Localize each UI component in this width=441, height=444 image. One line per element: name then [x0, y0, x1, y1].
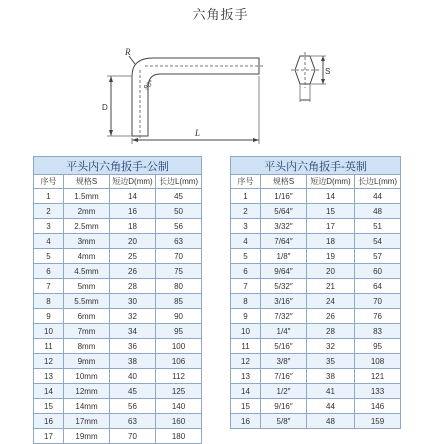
cell-size: 3/16″	[261, 294, 307, 309]
table-row	[34, 309, 202, 324]
cell-size: 1/8″	[261, 249, 307, 264]
cell-long-side: 140	[156, 399, 202, 414]
table-row	[231, 369, 401, 384]
cell-size: 7/32″	[261, 309, 307, 324]
table-row	[231, 354, 401, 369]
cell-index: 12	[231, 354, 261, 369]
page-title: 六角扳手	[192, 8, 249, 23]
cell-long-side: 83	[355, 324, 401, 339]
cell-size: 19mm	[64, 429, 110, 444]
cell-long-side: 80	[156, 279, 202, 294]
cell-short-side: 20	[307, 264, 355, 279]
cell-short-side: 28	[307, 324, 355, 339]
table-row	[34, 369, 202, 384]
cell-index: 1	[34, 189, 64, 204]
cell-index: 14	[231, 384, 261, 399]
table-caption: 平头内六角扳手-公制	[34, 157, 202, 175]
cell-long-side: 85	[156, 294, 202, 309]
radius-label: R	[125, 47, 131, 57]
cell-size: 1/2″	[261, 384, 307, 399]
cell-long-side: 76	[355, 309, 401, 324]
cell-index: 12	[34, 354, 64, 369]
cell-short-side: 38	[307, 369, 355, 384]
cell-index: 3	[34, 219, 64, 234]
cell-long-side: 95	[355, 339, 401, 354]
cell-short-side: 17	[307, 219, 355, 234]
header-index: 序号	[34, 175, 64, 189]
cell-size: 7/16″	[261, 369, 307, 384]
size-label: S	[325, 67, 331, 76]
cell-size: 12mm	[64, 384, 110, 399]
cell-long-side: 45	[156, 189, 202, 204]
cell-size: 2mm	[64, 204, 110, 219]
cell-size: 10mm	[64, 369, 110, 384]
cell-short-side: 56	[110, 399, 156, 414]
cell-long-side: 60	[355, 264, 401, 279]
cell-size: 1/4″	[261, 324, 307, 339]
cell-short-side: 14	[110, 189, 156, 204]
header-short-side: 短边D(mm)	[110, 175, 156, 189]
table-row	[34, 414, 202, 429]
cell-long-side: 70	[156, 249, 202, 264]
cell-short-side: 32	[307, 339, 355, 354]
cell-size: 17mm	[64, 414, 110, 429]
table-row	[231, 399, 401, 414]
cell-index: 9	[231, 309, 261, 324]
cell-index: 14	[34, 384, 64, 399]
cell-long-side: 63	[156, 234, 202, 249]
cell-short-side: 35	[307, 354, 355, 369]
header-size: 规格S	[261, 175, 307, 189]
table-row	[34, 219, 202, 234]
cell-short-side: 34	[110, 324, 156, 339]
header-index: 序号	[231, 175, 261, 189]
cell-long-side: 64	[355, 279, 401, 294]
cell-short-side: 18	[307, 234, 355, 249]
cell-long-side: 106	[156, 354, 202, 369]
table-row	[34, 189, 202, 204]
cell-size: 5.5mm	[64, 294, 110, 309]
table-row	[34, 324, 202, 339]
cell-long-side: 54	[355, 234, 401, 249]
table-row	[231, 414, 401, 429]
cell-short-side: 63	[110, 414, 156, 429]
cell-index: 5	[231, 249, 261, 264]
cell-index: 15	[231, 399, 261, 414]
cell-short-side: 48	[307, 414, 355, 429]
table-row	[34, 279, 202, 294]
cell-index: 3	[231, 219, 261, 234]
cell-index: 2	[231, 204, 261, 219]
cell-size: 7mm	[64, 324, 110, 339]
cell-long-side: 100	[156, 339, 202, 354]
table-row	[231, 339, 401, 354]
table-row	[231, 324, 401, 339]
cell-short-side: 44	[307, 399, 355, 414]
cell-short-side: 36	[110, 339, 156, 354]
cell-short-side: 14	[307, 189, 355, 204]
table-row	[34, 234, 202, 249]
cell-size: 2.5mm	[64, 219, 110, 234]
table-row	[34, 249, 202, 264]
cell-size: 4.5mm	[64, 264, 110, 279]
cell-index: 15	[34, 399, 64, 414]
cell-index: 10	[231, 324, 261, 339]
table-row	[34, 384, 202, 399]
cell-short-side: 70	[110, 429, 156, 444]
cell-long-side: 70	[355, 294, 401, 309]
cell-index: 10	[34, 324, 64, 339]
cell-long-side: 133	[355, 384, 401, 399]
cell-long-side: 121	[355, 369, 401, 384]
cell-size: 3/8″	[261, 354, 307, 369]
cell-index: 17	[34, 429, 64, 444]
table-row	[231, 234, 401, 249]
table-row	[34, 339, 202, 354]
cell-short-side: 41	[307, 384, 355, 399]
cell-long-side: 146	[355, 399, 401, 414]
cell-long-side: 57	[355, 249, 401, 264]
cell-index: 16	[231, 414, 261, 429]
cell-long-side: 125	[156, 384, 202, 399]
table-row	[231, 249, 401, 264]
short-side-label: D	[102, 103, 108, 112]
cell-size: 3mm	[64, 234, 110, 249]
cell-size: 5/64″	[261, 204, 307, 219]
table-row	[34, 204, 202, 219]
cell-short-side: 19	[307, 249, 355, 264]
table-row	[34, 399, 202, 414]
cell-index: 6	[34, 264, 64, 279]
cell-size: 14mm	[64, 399, 110, 414]
cell-long-side: 44	[355, 189, 401, 204]
cell-size: 5mm	[64, 279, 110, 294]
cell-index: 9	[34, 309, 64, 324]
cell-long-side: 48	[355, 204, 401, 219]
table-row	[231, 204, 401, 219]
long-side-label: L	[195, 128, 201, 138]
cell-short-side: 20	[110, 234, 156, 249]
cell-index: 2	[34, 204, 64, 219]
cell-index: 13	[34, 369, 64, 384]
cell-size: 5/8″	[261, 414, 307, 429]
cell-index: 4	[34, 234, 64, 249]
cell-long-side: 108	[355, 354, 401, 369]
cell-short-side: 30	[110, 294, 156, 309]
cell-index: 7	[34, 279, 64, 294]
table-row	[231, 309, 401, 324]
metric-size-table	[33, 156, 202, 444]
cell-short-side: 25	[110, 249, 156, 264]
cell-size: 1/16″	[261, 189, 307, 204]
cell-short-side: 38	[110, 354, 156, 369]
cell-short-side: 26	[307, 309, 355, 324]
cell-index: 11	[231, 339, 261, 354]
table-row	[231, 264, 401, 279]
cell-size: 9/16″	[261, 399, 307, 414]
cell-short-side: 40	[110, 369, 156, 384]
table-row	[231, 294, 401, 309]
cell-size: 8mm	[64, 339, 110, 354]
cell-short-side: 26	[110, 264, 156, 279]
table-caption: 平头内六角扳手-英制	[231, 157, 401, 175]
cell-long-side: 112	[156, 369, 202, 384]
cell-size: 7/64″	[261, 234, 307, 249]
cell-long-side: 180	[156, 429, 202, 444]
table-row	[34, 354, 202, 369]
cell-index: 4	[231, 234, 261, 249]
header-size: 规格S	[64, 175, 110, 189]
table-row	[34, 429, 202, 444]
table-row	[231, 189, 401, 204]
hex-key-side-view-diagram	[85, 36, 270, 144]
cell-index: 13	[231, 369, 261, 384]
cell-index: 16	[34, 414, 64, 429]
header-short-side: 短边D(mm)	[307, 175, 355, 189]
imperial-size-table	[230, 156, 401, 429]
cell-long-side: 160	[156, 414, 202, 429]
table-row	[231, 384, 401, 399]
table-row	[34, 294, 202, 309]
cell-index: 5	[34, 249, 64, 264]
cell-long-side: 56	[156, 219, 202, 234]
cell-short-side: 18	[110, 219, 156, 234]
cell-short-side: 24	[307, 294, 355, 309]
cell-index: 6	[231, 264, 261, 279]
cell-short-side: 16	[110, 204, 156, 219]
cell-long-side: 75	[156, 264, 202, 279]
cell-size: 3/32″	[261, 219, 307, 234]
cell-short-side: 45	[110, 384, 156, 399]
cell-index: 1	[231, 189, 261, 204]
cell-short-side: 32	[110, 309, 156, 324]
cell-index: 11	[34, 339, 64, 354]
angle-label: 90°	[143, 79, 156, 92]
cell-short-side: 15	[307, 204, 355, 219]
cell-long-side: 95	[156, 324, 202, 339]
cell-size: 4mm	[64, 249, 110, 264]
cell-long-side: 90	[156, 309, 202, 324]
table-row	[231, 219, 401, 234]
cell-long-side: 50	[156, 204, 202, 219]
header-long-side: 长边L(mm)	[355, 175, 401, 189]
cell-size: 5/32″	[261, 279, 307, 294]
cell-short-side: 21	[307, 279, 355, 294]
cell-long-side: 159	[355, 414, 401, 429]
cell-size: 6mm	[64, 309, 110, 324]
header-long-side: 长边L(mm)	[156, 175, 202, 189]
hex-cross-section-diagram	[286, 50, 336, 112]
cell-size: 5/16″	[261, 339, 307, 354]
cell-short-side: 28	[110, 279, 156, 294]
cell-size: 9mm	[64, 354, 110, 369]
cell-size: 1.5mm	[64, 189, 110, 204]
cell-long-side: 51	[355, 219, 401, 234]
table-row	[34, 264, 202, 279]
table-row	[231, 279, 401, 294]
cell-index: 8	[231, 294, 261, 309]
cell-index: 7	[231, 279, 261, 294]
cell-size: 9/64″	[261, 264, 307, 279]
cell-index: 8	[34, 294, 64, 309]
